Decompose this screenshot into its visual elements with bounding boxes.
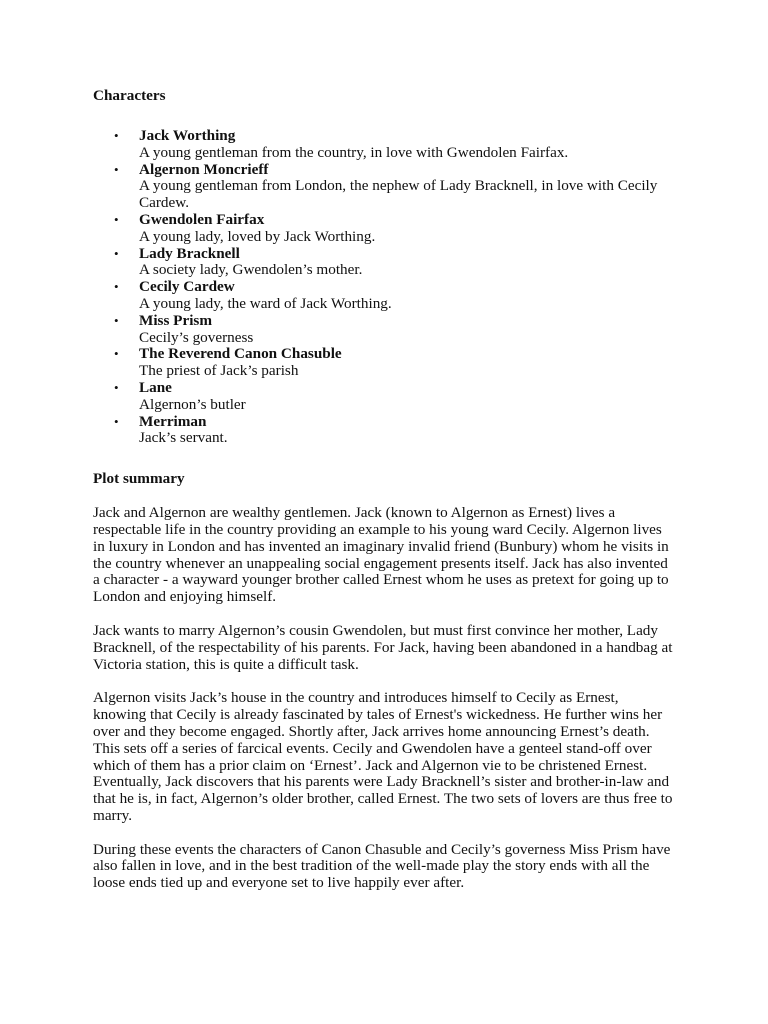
bullet-icon: • bbox=[114, 413, 119, 429]
bullet-icon: • bbox=[114, 161, 119, 177]
character-name: Jack Worthing bbox=[139, 127, 236, 144]
character-item bbox=[93, 246, 683, 280]
character-item bbox=[93, 346, 683, 380]
character-name: Lady Bracknell bbox=[139, 244, 240, 262]
bullet-icon: • bbox=[114, 379, 119, 395]
character-name: Gwendolen Fairfax bbox=[139, 210, 265, 228]
character-item bbox=[93, 279, 683, 313]
character-name: Lane bbox=[139, 378, 172, 396]
character-description: A young gentleman from the country, in love with Gwendolen Fairfax. bbox=[139, 143, 569, 161]
character-description: The priest of Jack’s parish bbox=[139, 362, 299, 380]
plot-paragraph: Jack wants to marry Algernon’s cousin Gwendolen, but must first convince her mother, Lady Bracknell, of the respectability of his parents. For Jack, having been abandoned in a handbag at Victoria station, this is quite a difficult task. bbox=[93, 621, 673, 673]
character-name: Cecily Cardew bbox=[139, 278, 235, 296]
document-page bbox=[93, 88, 683, 892]
character-list bbox=[93, 128, 683, 447]
character-description: Cecily’s governess bbox=[139, 328, 254, 346]
character-description: Jack’s servant. bbox=[139, 429, 228, 447]
character-item bbox=[93, 380, 683, 414]
character-description: A young lady, loved by Jack Worthing. bbox=[139, 227, 376, 245]
plot-paragraph: Algernon visits Jack’s house in the country and introduces himself to Cecily as Ernest, knowing that Cecily is already fascinated by tales of Ernest's wickedness. He further wins her over and they become engaged. Shortly after, Jack arrives home announcing Ernest’s death. This sets off a series of farcical events. Cecily and Gwendolen have a genteel stand-off over which of them has a prior claim on ‘Ernest’. Jack and Algernon vie to be christened Ernest. Eventually, Jack discovers that his parents were Lady Bracknell’s sister and brother-in-law and that he is, in fact, Algernon’s older brother, called Ernest. The two sets of lovers are thus free to marry. bbox=[93, 689, 673, 824]
characters-heading: Characters bbox=[93, 87, 166, 104]
character-description: A society lady, Gwendolen’s mother. bbox=[139, 261, 363, 279]
plot-summary-heading: Plot summary bbox=[93, 470, 185, 488]
character-description: A young gentleman from London, the nephew of Lady Bracknell, in love with Cecily Cardew. bbox=[139, 177, 658, 212]
character-item bbox=[93, 128, 683, 162]
bullet-icon: • bbox=[114, 245, 119, 261]
plot-paragraph: Jack and Algernon are wealthy gentlemen. Jack (known to Algernon as Ernest) lives a respectable life in the country providing an example to his young ward Cecily. Algernon lives in luxury in London and has invented an imaginary invalid friend (Bunbury) whom he visits in the country whenever an unappealing social engagement presents itself. Jack has also invented a character - a wayward younger brother called Ernest whom he uses as pretext for going up to London and enjoying himself. bbox=[93, 504, 669, 606]
character-name: Algernon Moncrieff bbox=[139, 160, 269, 178]
character-name: The Reverend Canon Chasuble bbox=[139, 345, 342, 363]
character-item bbox=[93, 162, 683, 212]
character-item bbox=[93, 212, 683, 246]
bullet-icon: • bbox=[114, 128, 119, 143]
bullet-icon: • bbox=[114, 346, 119, 362]
bullet-icon: • bbox=[114, 279, 119, 295]
plot-paragraph: During these events the characters of Canon Chasuble and Cecily’s governess Miss Prism have also fallen in love, and in the best tradition of the well-made play the story ends with all the loose ends tied up and everyone set to live happily ever after. bbox=[93, 840, 671, 892]
bullet-icon: • bbox=[114, 312, 119, 328]
bullet-icon: • bbox=[114, 211, 119, 227]
character-name: Merriman bbox=[139, 412, 207, 430]
character-description: A young lady, the ward of Jack Worthing. bbox=[139, 294, 392, 312]
character-item bbox=[93, 313, 683, 347]
character-name: Miss Prism bbox=[139, 311, 212, 329]
character-item bbox=[93, 414, 683, 448]
character-description: Algernon’s butler bbox=[139, 395, 246, 413]
